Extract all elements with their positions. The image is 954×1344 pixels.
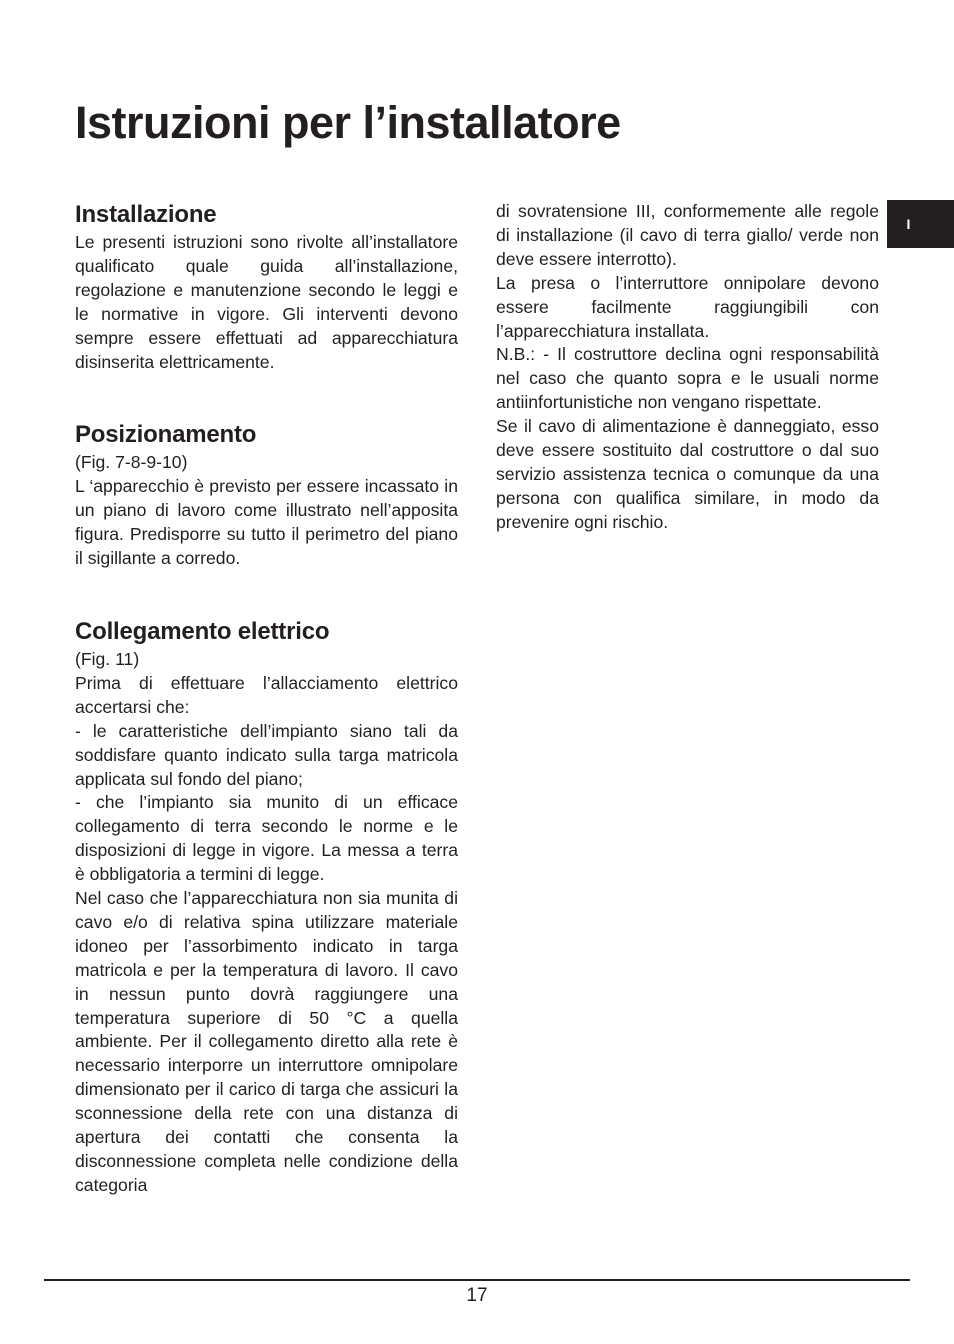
figure-reference: (Fig. 7-8-9-10) (75, 452, 188, 473)
figure-reference: (Fig. 11) (75, 648, 140, 669)
paragraph: Le presenti istruzioni sono rivolte all’installatore qualificato quale guida all’installazione, regolazione e manutenzione secondo le leggi e le normative in vigore. Gli interventi devono sempre essere effettuati ad apparecchiatura disinserita elettricamente. (75, 232, 458, 372)
left-column (75, 199, 458, 1198)
right-column (496, 200, 879, 535)
section-heading: Posizionamento (75, 421, 257, 449)
paragraph: Se il cavo di alimentazione è danneggiato, esso deve essere sostituito dal costruttore o dal suo servizio assistenza tecnica o comunque da una persona con qualifica similare, in modo da prevenire ogni rischio. (496, 416, 879, 532)
paragraph: N.B.: - Il costruttore declina ogni responsabilità nel caso che quanto sopra e le usuali norme antiinfortunistiche non vengano rispettate. (496, 344, 879, 413)
paragraph: - che l’impianto sia munito di un efficace collegamento di terra secondo le norme e le disposizioni di legge in vigore. La messa a terra è obbligatoria a termini di legge. (75, 792, 458, 885)
page-number: 17 (466, 1285, 488, 1306)
paragraph: La presa o l’interruttore onnipolare devono essere facilmente raggiungibili con l’apparecchiatura installata. (496, 272, 879, 341)
page-title: Istruzioni per l’installatore (75, 97, 621, 148)
section-heading: Collegamento elettrico (75, 617, 330, 645)
paragraph: - le caratteristiche dell’impianto siano tali da soddisfare quanto indicato sulla targa matricola applicata sul fondo del piano; (75, 720, 458, 789)
section-collegamento-elettrico (75, 616, 458, 1198)
paragraph: Nel caso che l’apparecchiatura non sia munita di cavo e/o di relativa spina utilizzare materiale idoneo per l’assorbimento indicato in targa matricola e per la temperatura di lavoro. Il cavo in nessun punto dovrà raggiungere una temperatura superiore di 50 °C a quella ambiente. Per il collegamento diretto alla rete è necessario interporre un interruttore omnipolare dimensionato per il carico di targa che assicuri la sconnessione della rete con una distanza di apertura dei contatti che consenta la disconnessione completa nelle condizione della categoria (75, 888, 458, 1195)
paragraph: L ‘apparecchio è previsto per essere incassato in un piano di lavoro come illustrato nell’apposita figura. Predisporre su tutto il perimetro del piano il sigillante a corredo. (75, 476, 458, 569)
section-installazione (75, 199, 458, 374)
section-posizionamento (75, 419, 458, 571)
section-heading: Installazione (75, 201, 217, 228)
paragraph: Prima di effettuare l’allacciamento elettrico accertarsi che: (75, 672, 458, 717)
footer-divider (44, 1279, 910, 1281)
paragraph: di sovratensione III, conformemente alle regole di installazione (il cavo di terra giallo/ verde non deve essere interrotto). (496, 201, 879, 269)
language-tab: I (887, 200, 954, 248)
